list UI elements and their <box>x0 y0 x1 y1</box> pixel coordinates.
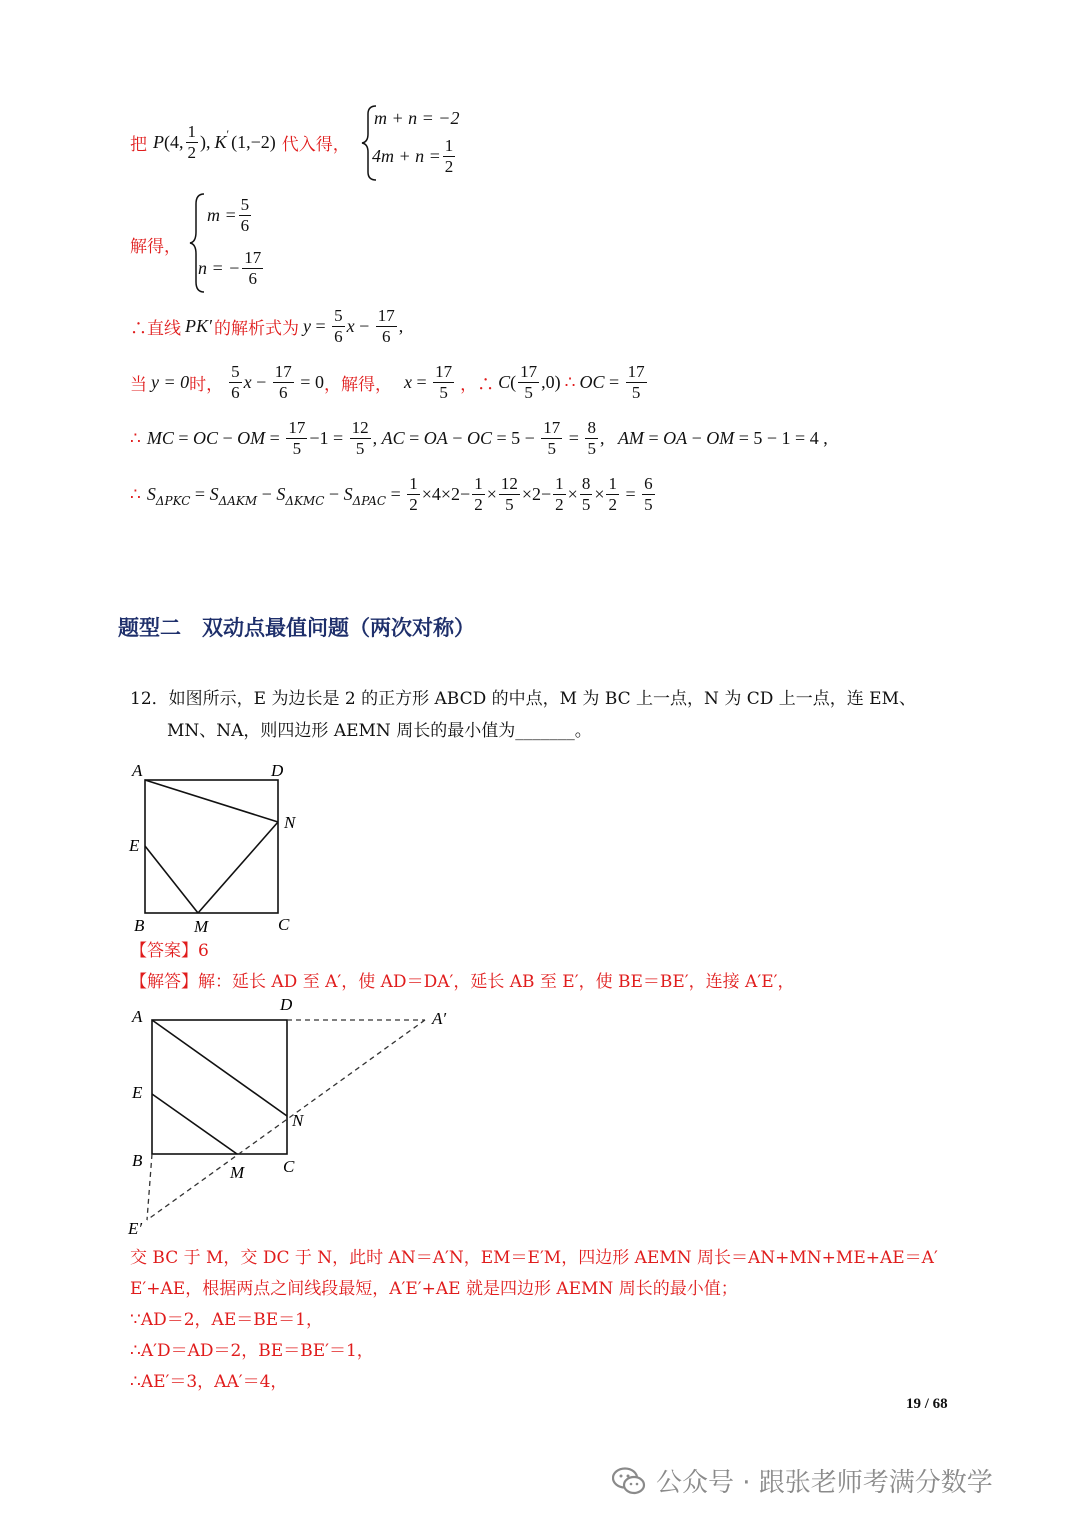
fig1-label-b: B <box>134 916 145 935</box>
eq1a: m + n = −2 <box>374 108 460 128</box>
explain-label: 【解答】解：延长 AD 至 A′，使 AD＝DA′，延长 AB 至 E′，使 BE＝BE′，连接 A′E′， <box>130 972 795 992</box>
sol-n: n = − $\frac{17}{6}$ <box>198 248 262 288</box>
line1-suffix: 代入得， <box>281 135 350 155</box>
wechat-icon <box>612 1467 646 1495</box>
problem-number: 12． <box>130 689 169 709</box>
solution-line-3: ∴直线 PK′ 的解析式为 y = $\frac{5}{6}$ x − $\frac{17}{6}$ , <box>130 306 404 346</box>
solution-line-6: ∴ S ΔPKC = S ΔAKM − S ΔKMC − S ΔPAC = $\frac{1}{2}$ ×4×2− $\frac{1}{2}$ × $\frac{12}{5}$ ×2− $\frac{1}{2}$ × $\frac{8}{5}$ × $\frac{1}{2}$ = $\frac{6}{5}$ <box>130 474 653 514</box>
answer-label: 【答案】6 <box>130 941 209 961</box>
solution-line-2: 解得， <box>130 237 181 257</box>
solution-line-1: 把 P (4, $\frac{1}{2}$ ), K ′ (1,−2) 代入得， <box>130 122 350 162</box>
problem-text-line1: 12．如图所示，E 为边长是 2 的正方形 ABCD 的中点，M 为 BC 上一点，N 为 CD 上一点，连 EM、 <box>130 689 916 709</box>
explain-p1: 交 BC 于 M，交 DC 于 N，此时 AN＝A′N，EM＝E′M，四边形 AEMN 周长＝AN+MN+ME+AE＝A′ <box>130 1248 938 1268</box>
eq1b: 4m + n = $\frac{1}{2}$ <box>372 136 454 176</box>
footer-text: 公众号 · 跟张老师考满分数学 <box>656 1468 993 1498</box>
line1-prefix: 把 <box>130 135 147 155</box>
fig2-label-b: B <box>132 1151 143 1170</box>
solution-line-5: ∴ MC = OC − OM = $\frac{17}{5}$ −1 = $\frac{12}{5}$ , AC = OA − OC = 5 − $\frac{17}{5}$ = $\frac{8}{5}$ , AM = OA − OM = 5 − 1 = 4 , <box>130 418 828 458</box>
fig1-label-a: A <box>132 761 143 780</box>
fig1-label-n: N <box>284 813 296 832</box>
fig2-label-e-prime: E′ <box>128 1219 143 1238</box>
section-heading: 题型二 双动点最值问题（两次对称） <box>118 616 475 640</box>
problem-figure <box>120 756 320 936</box>
page-number: 19 / 68 <box>906 1396 948 1412</box>
footer-watermark <box>612 1462 993 1499</box>
fig2-label-n: N <box>292 1111 304 1130</box>
fig2-label-a-prime: A′ <box>432 1009 447 1028</box>
fig2-label-m: M <box>230 1163 245 1182</box>
fig1-label-d: D <box>271 761 284 780</box>
fig2-label-e: E <box>132 1083 143 1102</box>
fig1-label-m: M <box>194 917 209 936</box>
fig1-label-e: E <box>129 836 140 855</box>
fig2-label-c: C <box>283 1157 295 1176</box>
fig1-label-c: C <box>278 915 290 934</box>
explain-p5: ∴AE′＝3，AA′＝4， <box>130 1372 288 1392</box>
fig2-label-d: D <box>280 995 293 1014</box>
explain-p3: ∵AD＝2，AE＝BE＝1， <box>130 1310 323 1330</box>
sol-m: m = $\frac{5}{6}$ <box>207 195 250 235</box>
problem-text-line2: MN、NA，则四边形 AEMN 周长的最小值为_______。 <box>167 721 592 741</box>
explain-p4: ∴A′D＝AD＝2，BE＝BE′＝1， <box>130 1341 374 1361</box>
solution-figure <box>120 988 470 1238</box>
solution-line-4: 当 y = 0 时， $\frac{5}{6}$ x − $\frac{17}{6}$ = 0 ，解得， x = $\frac{17}{5}$ ，∴ C ( $\frac{17}{5}$ ,0) ∴ OC = $\frac{17}{5}$ <box>130 362 645 402</box>
fig2-label-a: A <box>132 1007 143 1026</box>
explain-p2: E′+AE，根据两点之间线段最短，A′E′+AE 就是四边形 AEMN 周长的最小值； <box>130 1279 738 1299</box>
